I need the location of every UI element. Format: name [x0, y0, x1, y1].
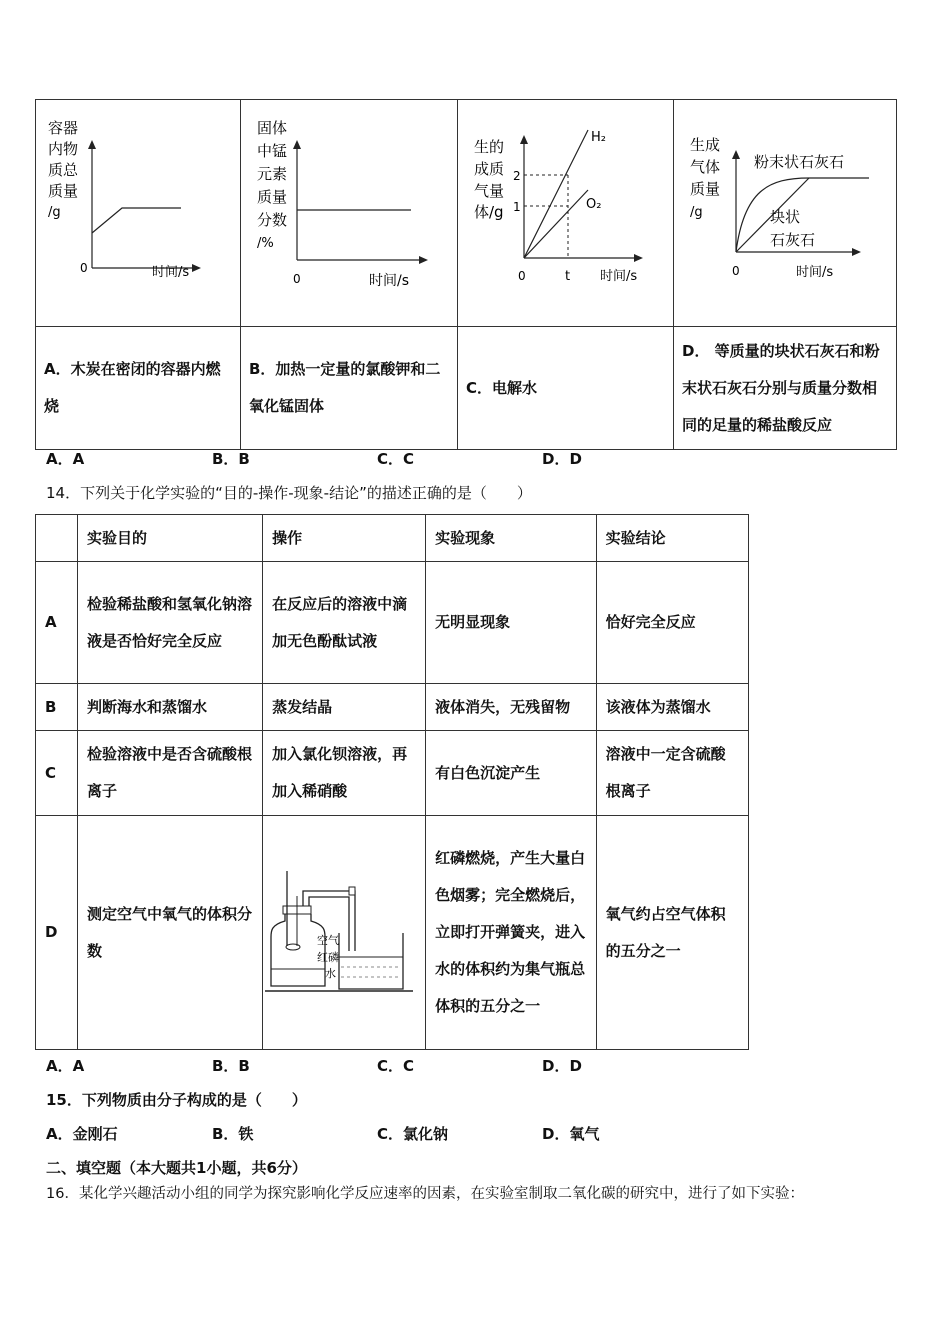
graph-a-ylabel-1: 容器 [48, 119, 79, 137]
graph-d-powder-label: 粉末状石灰石 [754, 153, 845, 171]
graph-c-xlabel: 时间/s [600, 269, 638, 284]
graph-d-ylabel-2: 气体 [690, 158, 721, 176]
row-a-operation: 在反应后的溶液中滴加无色酚酞试液 [263, 562, 426, 684]
q13-option-b[interactable]: B．B [212, 450, 250, 468]
graph-b-cell [241, 100, 458, 327]
graph-a [36, 100, 240, 322]
q13-desc-c: C．电解水 [458, 327, 674, 450]
graph-c-tick-t: t [565, 269, 571, 284]
graph-d-block-label-1: 块状 [770, 208, 801, 226]
q14-option-c[interactable]: C．C [377, 1057, 415, 1075]
graph-a-cell [36, 100, 241, 327]
q15-question: 15．下列物质由分子构成的是（ ） [46, 1091, 307, 1109]
row-a-key: A [36, 562, 78, 684]
graph-d-block-label-2: 石灰石 [770, 231, 816, 249]
q13-option-a[interactable]: A．A [46, 450, 85, 468]
q14-option-a[interactable]: A．A [46, 1057, 85, 1075]
section-2-title: 二、填空题（本大题共1小题，共6分） [46, 1159, 307, 1177]
table-row [36, 684, 749, 731]
row-d-operation [263, 816, 426, 1050]
graph-a-ylabel-5: /g [48, 205, 61, 220]
row-d-purpose: 测定空气中氧气的体积分数 [77, 816, 262, 1050]
graph-c-ylabel-3: 气量 [474, 182, 505, 200]
q15-option-a[interactable]: A．金刚石 [46, 1125, 118, 1143]
graph-b-ylabel-5: 分数 [257, 211, 288, 229]
apparatus-diagram [263, 851, 425, 1001]
q14-option-b[interactable]: B．B [212, 1057, 250, 1075]
q14-table [35, 514, 749, 1050]
graph-d-ylabel-4: /g [690, 205, 703, 220]
table-row [36, 731, 749, 816]
q13-desc-b: B．加热一定量的氯酸钾和二氧化锰固体 [241, 327, 458, 450]
row-d-phenomenon: 红磷燃烧，产生大量白色烟雾；完全燃烧后，立即打开弹簧夹，进入水的体积约为集气瓶总体积的五分之一 [426, 816, 596, 1050]
q13-desc-d: D． 等质量的块状石灰石和粉末状石灰石分别与质量分数相同的足量的稀盐酸反应 [674, 327, 897, 450]
graph-a-ylabel-4: 质量 [48, 182, 79, 200]
graph-c-o2-label: O₂ [586, 197, 602, 212]
graph-b-ylabel-2: 中锰 [257, 142, 288, 160]
graph-c-tick-1: 1 [513, 200, 521, 214]
q13-table [35, 99, 897, 450]
graph-b-origin: 0 [293, 272, 301, 286]
graph-d-ylabel-1: 生成 [690, 136, 721, 154]
row-c-purpose: 检验溶液中是否含硫酸根离子 [77, 731, 262, 816]
row-c-conclusion: 溶液中一定含硫酸根离子 [596, 731, 748, 816]
q14-header-phenomenon: 实验现象 [426, 515, 596, 562]
q15-option-c[interactable]: C．氯化钠 [377, 1125, 449, 1143]
graph-a-origin: 0 [80, 261, 88, 275]
graph-c-ylabel-2: 成质 [474, 160, 505, 178]
row-d-conclusion: 氧气约占空气体积的五分之一 [596, 816, 748, 1050]
q14-question: 14．下列关于化学实验的“目的-操作-现象-结论”的描述正确的是（ ） [46, 484, 532, 502]
q13-desc-a: A．木炭在密闭的容器内燃烧 [36, 327, 241, 450]
graph-a-xlabel: 时间/s [152, 265, 190, 280]
row-d-key: D [36, 816, 78, 1050]
q14-header-key [36, 515, 78, 562]
q15-option-d[interactable]: D．氧气 [542, 1125, 600, 1143]
graph-b-ylabel-3: 元素 [257, 165, 288, 183]
graph-c [458, 100, 673, 322]
q15-option-b[interactable]: B．铁 [212, 1125, 254, 1143]
graph-d-ylabel-3: 质量 [690, 180, 721, 198]
graph-a-ylabel-2: 内物 [48, 140, 79, 158]
graph-c-cell [458, 100, 674, 327]
apparatus-label-phosphorus: 红磷 [317, 950, 340, 964]
apparatus-label-water: 水 [325, 966, 337, 980]
row-c-operation: 加入氯化钡溶液，再加入稀硝酸 [263, 731, 426, 816]
graph-c-ylabel-4: 体/g [474, 203, 504, 221]
row-b-conclusion: 该液体为蒸馏水 [596, 684, 748, 731]
graph-d-xlabel: 时间/s [796, 265, 834, 280]
graph-b-ylabel-1: 固体 [257, 119, 288, 137]
graph-c-tick-2: 2 [513, 169, 521, 183]
q13-option-d[interactable]: D．D [542, 450, 582, 468]
graph-d-origin: 0 [732, 264, 740, 278]
q14-option-d[interactable]: D．D [542, 1057, 582, 1075]
apparatus-label-air: 空气 [317, 933, 340, 947]
q13-option-c[interactable]: C．C [377, 450, 415, 468]
row-a-phenomenon: 无明显现象 [426, 562, 596, 684]
row-a-purpose: 检验稀盐酸和氢氧化钠溶液是否恰好完全反应 [77, 562, 262, 684]
graph-c-ylabel-1: 生的 [474, 138, 505, 156]
graph-b-xlabel: 时间/s [369, 273, 410, 289]
table-row [36, 816, 749, 1050]
graph-b [241, 100, 457, 322]
graph-d [674, 100, 896, 322]
row-b-key: B [36, 684, 78, 731]
row-b-operation: 蒸发结晶 [263, 684, 426, 731]
graph-b-ylabel-6: /% [257, 236, 274, 251]
q16-text: 16．某化学兴趣活动小组的同学为探究影响化学反应速率的因素，在实验室制取二氧化碳的研究中，进行了如下实验： [46, 1186, 804, 1202]
row-b-phenomenon: 液体消失，无残留物 [426, 684, 596, 731]
row-c-phenomenon: 有白色沉淀产生 [426, 731, 596, 816]
q14-header-operation: 操作 [263, 515, 426, 562]
table-row [36, 562, 749, 684]
graph-c-origin: 0 [518, 269, 526, 283]
graph-b-ylabel-4: 质量 [257, 188, 288, 206]
graph-c-h2-label: H₂ [591, 130, 606, 145]
q14-header-purpose: 实验目的 [77, 515, 262, 562]
graph-d-cell [674, 100, 897, 327]
row-b-purpose: 判断海水和蒸馏水 [77, 684, 262, 731]
row-c-key: C [36, 731, 78, 816]
row-a-conclusion: 恰好完全反应 [596, 562, 748, 684]
q14-header-conclusion: 实验结论 [596, 515, 748, 562]
graph-a-ylabel-3: 质总 [48, 161, 79, 179]
